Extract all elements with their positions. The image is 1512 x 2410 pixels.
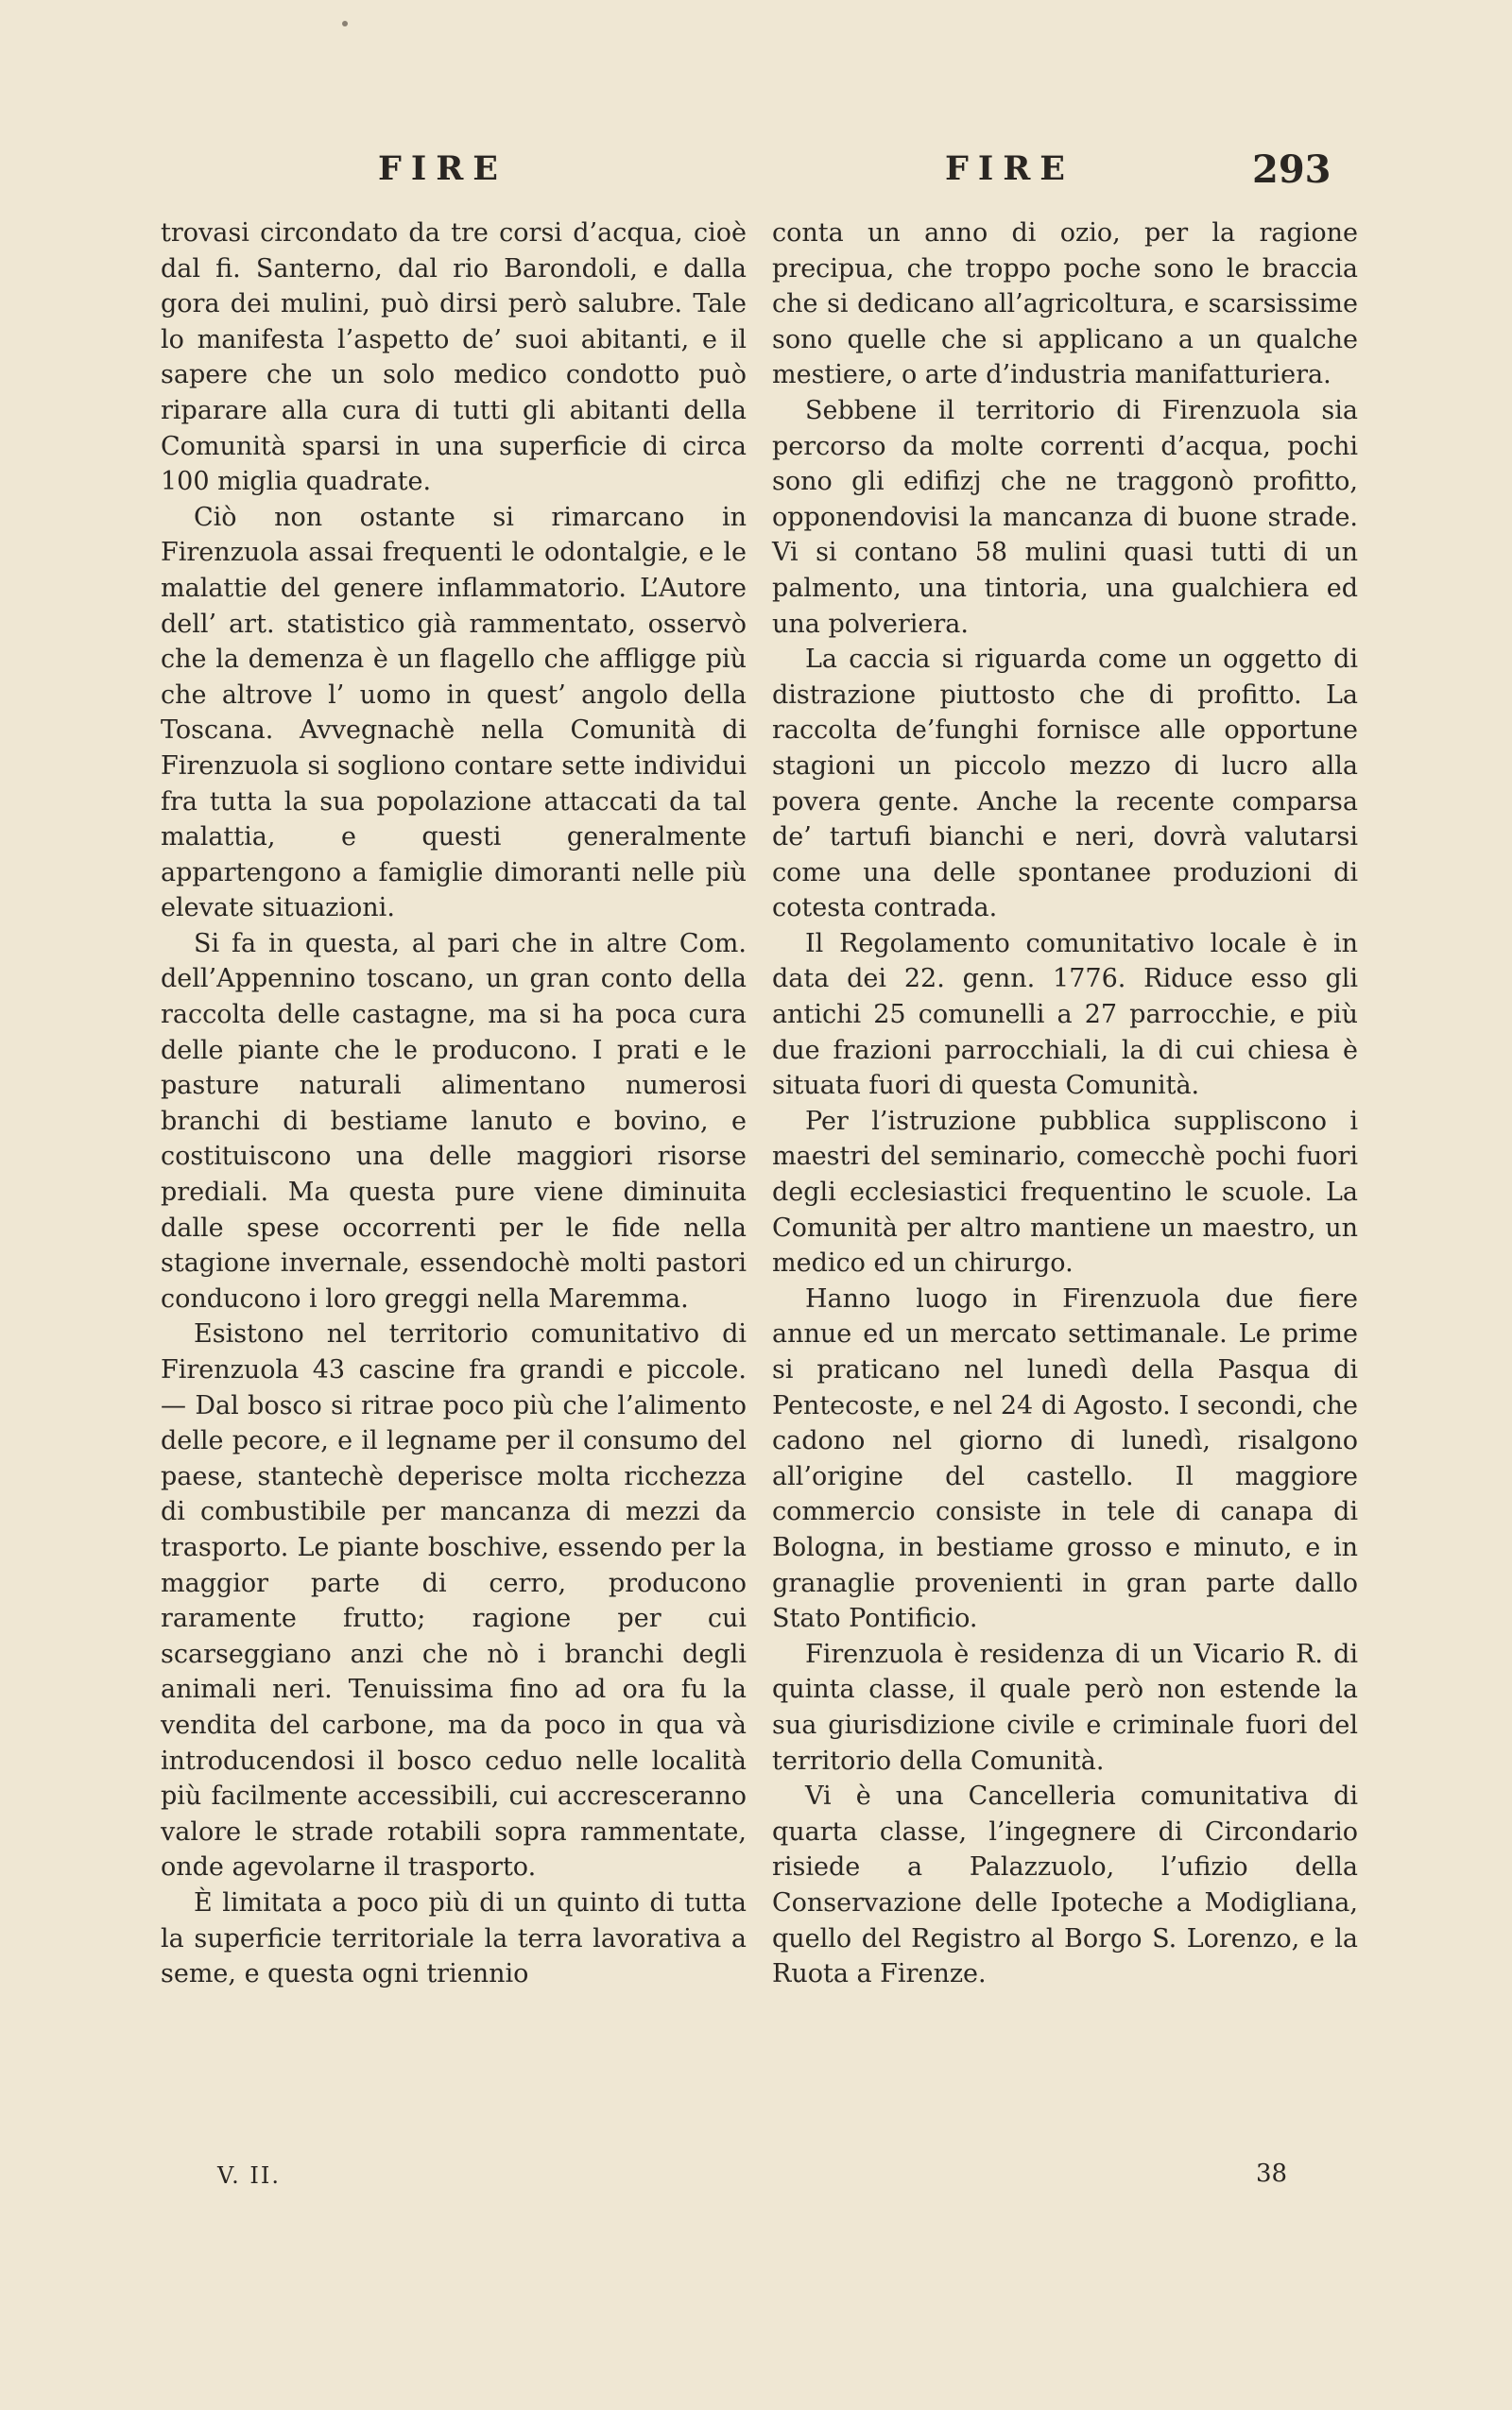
paragraph: Si fa in questa, al pari che in altre Com. dell’Appennino toscano, un gran conto della raccolta delle castagne, ma si ha poca cura delle piante che le producono. I prati e le pasture naturali alimentano numerosi branchi di bestiame lanuto e bovino, e costituiscono una delle maggiori risorse prediali. Ma questa pure viene diminuita dalle spese occorrenti per le fide nella stagione invernale, essendochè molti pastori conducono i loro greggi nella Maremma. — [161, 928, 747, 1314]
running-head-left: FIRE — [378, 149, 507, 188]
paragraph: Sebbene il territorio di Firenzuola sia percorso da molte correnti d’acqua, pochi sono gli edifizj che ne traggonò profitto, opponendovisi la mancanza di buone strade. Vi si contano 58 mulini quasi tutti di un palmento, una tintoria, una gualchiera ed una polveriera. — [772, 395, 1358, 639]
right-column — [772, 215, 1358, 1992]
paragraph: La caccia si riguarda come un oggetto di distrazione piuttosto che di profitto. La raccolta de’funghi fornisce alle opportune stagioni un piccolo mezzo di lucro alla povera gente. Anche la recente comparsa de’ tartufi bianchi e neri, dovrà valutarsi come una delle spontanee produzioni di cotesta contrada. — [772, 645, 1358, 923]
volume-mark: V. II. — [217, 2162, 281, 2189]
paragraph: Firenzuola è residenza di un Vicario R. di quinta classe, il quale però non estende la sua giurisdizione civile e criminale fuori del territorio della Comunità. — [772, 1639, 1358, 1776]
paragraph: conta un anno di ozio, per la ragione precipua, che troppo poche sono le braccia che si dedicano all’agricoltura, e scarsissime sono quelle che si applicano a un qualche mestiere, o arte d’industria manifatturiera. — [772, 218, 1358, 390]
page-number: 293 — [1252, 147, 1332, 192]
paragraph: Vi è una Cancelleria comunitativa di quarta classe, l’ingegnere di Circondario risiede a Palazzuolo, l’ufizio della Conservazione delle Ipoteche a Modigliana, quello del Registro al Borgo S. Lorenzo, e la Ruota a Firenze. — [772, 1782, 1358, 1989]
paragraph: È limitata a poco più di un quinto di tutta la superficie territoriale la terra lavorativa a seme, e questa ogni triennio — [161, 1887, 747, 1989]
running-head-right: FIRE — [945, 149, 1074, 188]
paragraph: Per l’istruzione pubblica suppliscono i maestri del seminario, comecchè pochi fuori degli ecclesiastici frequentino le scuole. La Comunità per altro mantiene un maestro, un medico ed un chirurgo. — [772, 1106, 1358, 1279]
paragraph: Ciò non ostante si rimarcano in Firenzuola assai frequenti le odontalgie, e le malattie del genere inflammatorio. L’Autore dell’ art. statistico già rammentato, osservò che la demenza è un flagello che affligge più che altrove l’ uomo in quest’ angolo della Toscana. Avvegnachè nella Comunità di Firenzuola si sogliono contare sette individui fra tutta la sua popolazione attaccati da tal malattia, e questi generalmente appartengono a famiglie dimoranti nelle più elevate situazioni. — [161, 502, 747, 923]
paragraph: trovasi circondato da tre corsi d’acqua, cioè dal fi. Santerno, dal rio Barondoli, e dalla gora dei mulini, può dirsi però salubre. Tale lo manifesta l’aspetto de’ suoi abitanti, e il sapere che un solo medico condotto può riparare alla cura di tutti gli abitanti della Comunità sparsi in una superficie di circa 100 miglia quadrate. — [161, 218, 747, 497]
paragraph: Il Regolamento comunitativo locale è in data dei 22. genn. 1776. Riduce esso gli antichi 25 comunelli a 27 parrocchie, e più due frazioni parrocchiali, la di cui chiesa è situata fuori di questa Comunità. — [772, 928, 1358, 1101]
paragraph: Hanno luogo in Firenzuola due fiere annue ed un mercato settimanale. Le prime si praticano nel lunedì della Pasqua di Pentecoste, e nel 24 di Agosto. I secondi, che cadono nel giorno di lunedì, risalgono all’origine del castello. Il maggiore commercio consiste in tele di canapa di Bologna, in bestiame grosso e minuto, e in granaglie provenienti in gran parte dallo Stato Pontificio. — [772, 1283, 1358, 1634]
left-column — [161, 215, 747, 1992]
print-speck — [342, 21, 348, 26]
signature-mark: 38 — [1256, 2160, 1288, 2188]
paragraph: Esistono nel territorio comunitativo di Firenzuola 43 cascine fra grandi e piccole. — Dal bosco si ritrae poco più che l’alimento delle pecore, e il legname per il consumo del paese, stantechè deperisce molta ricchezza di combustibile per mancanza di mezzi da trasporto. Le piante boschive, essendo per la maggior parte di cerro, producono raramente frutto; ragione per cui scarseggiano anzi che nò i branchi degli animali neri. Tenuissima fino ad ora fu la vendita del carbone, ma da poco in qua và introducendosi il bosco ceduo nelle località più facilmente accessibili, cui accresceranno valore le strade rotabili sopra rammentate, onde agevolarne il trasporto. — [161, 1319, 747, 1883]
